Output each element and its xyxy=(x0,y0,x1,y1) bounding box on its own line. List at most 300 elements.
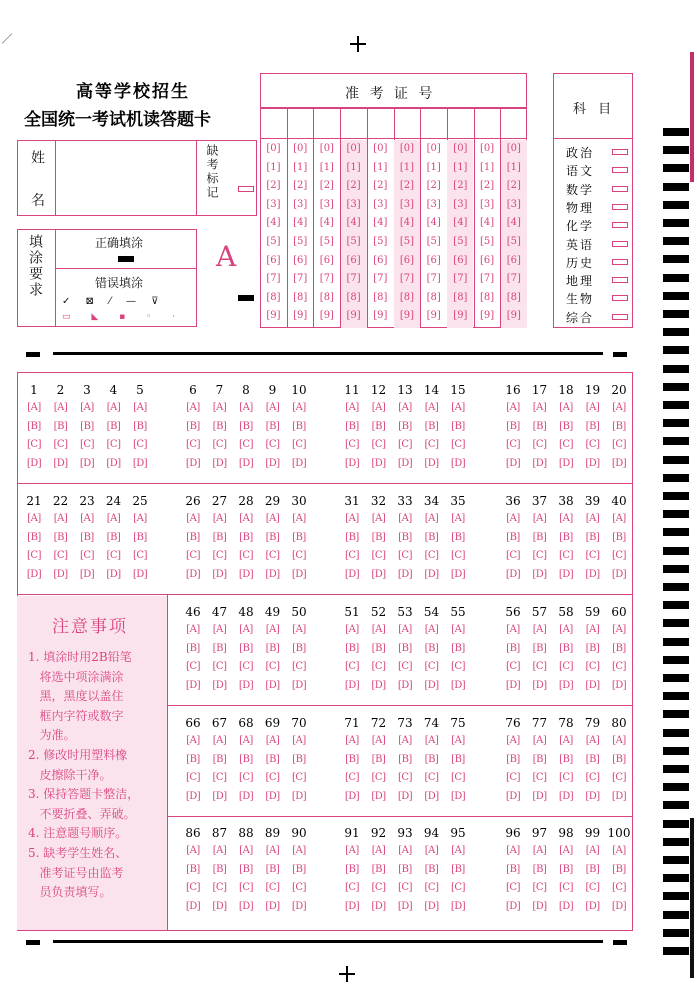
option-B[interactable]: [B] xyxy=(27,420,41,432)
option-D[interactable]: [D] xyxy=(212,900,227,912)
option-A[interactable]: [A] xyxy=(292,624,306,635)
admission-digit-0[interactable]: [0] xyxy=(346,143,361,154)
option-A[interactable]: [A] xyxy=(212,513,227,524)
option-B[interactable]: [B] xyxy=(239,863,253,875)
option-D[interactable]: [D] xyxy=(185,790,201,802)
option-A[interactable]: [A] xyxy=(239,402,253,413)
option-B[interactable]: [B] xyxy=(292,863,306,875)
option-D[interactable]: [D] xyxy=(185,457,201,469)
option-B[interactable]: [B] xyxy=(239,753,253,765)
option-C[interactable]: [C] xyxy=(506,550,520,561)
option-C[interactable]: [C] xyxy=(265,550,280,561)
admission-digit-5[interactable]: [5] xyxy=(319,236,334,247)
admission-digit-7[interactable]: [7] xyxy=(266,273,281,285)
admission-digit-9[interactable]: [9] xyxy=(480,310,495,322)
admission-digit-5[interactable]: [5] xyxy=(506,236,521,247)
option-A[interactable]: [A] xyxy=(239,624,253,635)
option-D[interactable]: [D] xyxy=(212,790,227,802)
admission-digit-6[interactable]: [6] xyxy=(373,254,388,266)
admission-digit-2[interactable]: [2] xyxy=(399,180,415,192)
option-B[interactable]: [B] xyxy=(585,420,600,432)
option-C[interactable]: [C] xyxy=(506,661,520,672)
option-C[interactable]: [C] xyxy=(532,882,547,893)
admission-digit-5[interactable]: [5] xyxy=(426,236,441,247)
admission-digit-8[interactable]: [8] xyxy=(426,291,441,303)
option-B[interactable]: [B] xyxy=(559,531,573,543)
option-C[interactable]: [C] xyxy=(27,550,41,561)
option-D[interactable]: [D] xyxy=(132,568,148,580)
option-C[interactable]: [C] xyxy=(559,772,573,783)
option-C[interactable]: [C] xyxy=(371,661,386,672)
admission-digit-6[interactable]: [6] xyxy=(346,254,361,266)
option-B[interactable]: [B] xyxy=(506,863,520,875)
option-D[interactable]: [D] xyxy=(532,679,547,691)
option-B[interactable]: [B] xyxy=(612,420,626,432)
option-B[interactable]: [B] xyxy=(133,420,147,432)
admission-digit-2[interactable]: [2] xyxy=(373,180,388,192)
option-D[interactable]: [D] xyxy=(238,457,254,469)
option-C[interactable]: [C] xyxy=(133,550,147,561)
option-A[interactable]: [A] xyxy=(532,624,547,635)
option-C[interactable]: [C] xyxy=(585,439,600,450)
option-D[interactable]: [D] xyxy=(397,457,413,469)
option-C[interactable]: [C] xyxy=(424,661,439,672)
admission-digit-7[interactable]: [7] xyxy=(319,273,334,285)
option-A[interactable]: [A] xyxy=(559,735,573,746)
option-D[interactable]: [D] xyxy=(212,679,227,691)
option-C[interactable]: [C] xyxy=(106,439,121,450)
admission-digit-1[interactable]: [1] xyxy=(346,161,361,173)
subject-mark[interactable] xyxy=(612,167,628,173)
option-C[interactable]: [C] xyxy=(451,772,465,783)
admission-digit-7[interactable]: [7] xyxy=(373,273,388,285)
admission-digit-7[interactable]: [7] xyxy=(506,273,521,285)
admission-digit-8[interactable]: [8] xyxy=(480,291,495,303)
admission-digit-3[interactable]: [3] xyxy=(453,198,468,210)
option-A[interactable]: [A] xyxy=(133,402,147,413)
option-D[interactable]: [D] xyxy=(397,679,413,691)
option-A[interactable]: [A] xyxy=(292,735,306,746)
option-D[interactable]: [D] xyxy=(585,679,600,691)
option-D[interactable]: [D] xyxy=(106,457,121,469)
option-C[interactable]: [C] xyxy=(398,439,412,450)
option-C[interactable]: [C] xyxy=(133,439,147,450)
admission-digit-4[interactable]: [4] xyxy=(266,217,281,229)
option-D[interactable]: [D] xyxy=(450,900,466,912)
option-B[interactable]: [B] xyxy=(398,753,412,765)
option-D[interactable]: [D] xyxy=(26,568,42,580)
option-A[interactable]: [A] xyxy=(612,735,626,746)
option-B[interactable]: [B] xyxy=(371,420,386,432)
option-C[interactable]: [C] xyxy=(612,439,626,450)
option-A[interactable]: [A] xyxy=(265,845,280,856)
admission-digit-8[interactable]: [8] xyxy=(293,291,308,303)
option-D[interactable]: [D] xyxy=(532,457,547,469)
option-C[interactable]: [C] xyxy=(585,550,600,561)
option-D[interactable]: [D] xyxy=(558,790,574,802)
option-D[interactable]: [D] xyxy=(238,679,254,691)
option-A[interactable]: [A] xyxy=(451,513,465,524)
option-C[interactable]: [C] xyxy=(212,882,227,893)
option-A[interactable]: [A] xyxy=(532,845,547,856)
admission-digit-8[interactable]: [8] xyxy=(453,291,468,303)
option-C[interactable]: [C] xyxy=(398,882,412,893)
option-A[interactable]: [A] xyxy=(212,624,227,635)
option-A[interactable]: [A] xyxy=(585,624,600,635)
option-D[interactable]: [D] xyxy=(585,790,600,802)
option-C[interactable]: [C] xyxy=(212,550,227,561)
option-B[interactable]: [B] xyxy=(239,420,253,432)
option-C[interactable]: [C] xyxy=(212,439,227,450)
option-C[interactable]: [C] xyxy=(371,882,386,893)
admission-digit-9[interactable]: [9] xyxy=(346,310,361,322)
option-C[interactable]: [C] xyxy=(451,550,465,561)
option-D[interactable]: [D] xyxy=(291,568,307,580)
option-C[interactable]: [C] xyxy=(265,882,280,893)
option-C[interactable]: [C] xyxy=(451,882,465,893)
option-C[interactable]: [C] xyxy=(559,439,573,450)
option-B[interactable]: [B] xyxy=(27,531,41,543)
option-C[interactable]: [C] xyxy=(612,882,626,893)
admission-digit-4[interactable]: [4] xyxy=(506,217,521,229)
option-C[interactable]: [C] xyxy=(371,439,386,450)
admission-digit-1[interactable]: [1] xyxy=(426,161,441,173)
subject-mark[interactable] xyxy=(612,277,628,283)
subject-mark[interactable] xyxy=(612,259,628,265)
option-D[interactable]: [D] xyxy=(397,568,413,580)
option-C[interactable]: [C] xyxy=(424,772,439,783)
option-B[interactable]: [B] xyxy=(345,642,359,654)
option-D[interactable]: [D] xyxy=(291,679,307,691)
option-D[interactable]: [D] xyxy=(344,900,360,912)
option-D[interactable]: [D] xyxy=(371,568,386,580)
option-B[interactable]: [B] xyxy=(212,420,227,432)
option-B[interactable]: [B] xyxy=(186,753,200,765)
option-B[interactable]: [B] xyxy=(292,753,306,765)
option-C[interactable]: [C] xyxy=(532,550,547,561)
option-B[interactable]: [B] xyxy=(265,531,280,543)
admission-digit-1[interactable]: [1] xyxy=(480,161,495,173)
option-C[interactable]: [C] xyxy=(212,772,227,783)
admission-digit-7[interactable]: [7] xyxy=(453,273,468,285)
admission-digit-6[interactable]: [6] xyxy=(293,254,308,266)
option-A[interactable]: [A] xyxy=(106,402,121,413)
option-C[interactable]: [C] xyxy=(532,439,547,450)
option-C[interactable]: [C] xyxy=(239,439,253,450)
subject-mark[interactable] xyxy=(612,149,628,155)
option-C[interactable]: [C] xyxy=(292,661,306,672)
admission-digit-4[interactable]: [4] xyxy=(426,217,441,229)
option-A[interactable]: [A] xyxy=(532,402,547,413)
option-D[interactable]: [D] xyxy=(291,900,307,912)
admission-digit-3[interactable]: [3] xyxy=(399,198,415,210)
option-D[interactable]: [D] xyxy=(185,568,201,580)
admission-digit-0[interactable]: [0] xyxy=(480,143,495,154)
option-A[interactable]: [A] xyxy=(585,513,600,524)
option-C[interactable]: [C] xyxy=(212,661,227,672)
option-C[interactable]: [C] xyxy=(345,439,359,450)
option-C[interactable]: [C] xyxy=(345,882,359,893)
option-A[interactable]: [A] xyxy=(212,735,227,746)
admission-digit-3[interactable]: [3] xyxy=(293,198,308,210)
option-B[interactable]: [B] xyxy=(186,642,200,654)
option-A[interactable]: [A] xyxy=(532,735,547,746)
option-D[interactable]: [D] xyxy=(344,790,360,802)
option-B[interactable]: [B] xyxy=(424,531,439,543)
admission-digit-3[interactable]: [3] xyxy=(506,198,521,210)
admission-digit-5[interactable]: [5] xyxy=(266,236,281,247)
option-C[interactable]: [C] xyxy=(585,772,600,783)
option-D[interactable]: [D] xyxy=(344,679,360,691)
admission-digit-0[interactable]: [0] xyxy=(399,143,415,154)
option-B[interactable]: [B] xyxy=(371,753,386,765)
option-A[interactable]: [A] xyxy=(106,513,121,524)
option-A[interactable]: [A] xyxy=(585,845,600,856)
option-B[interactable]: [B] xyxy=(345,753,359,765)
admission-digit-5[interactable]: [5] xyxy=(480,236,495,247)
option-A[interactable]: [A] xyxy=(398,513,412,524)
option-D[interactable]: [D] xyxy=(532,568,547,580)
option-A[interactable]: [A] xyxy=(186,845,200,856)
option-A[interactable]: [A] xyxy=(424,402,439,413)
option-B[interactable]: [B] xyxy=(345,420,359,432)
option-D[interactable]: [D] xyxy=(611,790,627,802)
option-B[interactable]: [B] xyxy=(424,863,439,875)
option-A[interactable]: [A] xyxy=(612,624,626,635)
option-D[interactable]: [D] xyxy=(505,457,521,469)
option-A[interactable]: [A] xyxy=(265,513,280,524)
option-B[interactable]: [B] xyxy=(212,642,227,654)
admission-digit-2[interactable]: [2] xyxy=(266,180,281,192)
option-D[interactable]: [D] xyxy=(505,790,521,802)
option-C[interactable]: [C] xyxy=(186,882,200,893)
option-B[interactable]: [B] xyxy=(239,642,253,654)
option-D[interactable]: [D] xyxy=(185,679,201,691)
option-D[interactable]: [D] xyxy=(265,679,280,691)
option-B[interactable]: [B] xyxy=(612,863,626,875)
option-D[interactable]: [D] xyxy=(371,679,386,691)
option-A[interactable]: [A] xyxy=(239,845,253,856)
option-C[interactable]: [C] xyxy=(451,661,465,672)
option-C[interactable]: [C] xyxy=(559,661,573,672)
option-A[interactable]: [A] xyxy=(506,624,520,635)
admission-digit-9[interactable]: [9] xyxy=(373,310,388,322)
option-D[interactable]: [D] xyxy=(238,568,254,580)
option-B[interactable]: [B] xyxy=(506,531,520,543)
option-C[interactable]: [C] xyxy=(239,882,253,893)
admission-digit-9[interactable]: [9] xyxy=(293,310,308,322)
option-B[interactable]: [B] xyxy=(265,753,280,765)
option-C[interactable]: [C] xyxy=(186,661,200,672)
option-A[interactable]: [A] xyxy=(27,402,41,413)
option-D[interactable]: [D] xyxy=(450,790,466,802)
option-D[interactable]: [D] xyxy=(424,568,439,580)
option-B[interactable]: [B] xyxy=(585,531,600,543)
option-D[interactable]: [D] xyxy=(26,457,42,469)
option-A[interactable]: [A] xyxy=(371,845,386,856)
option-C[interactable]: [C] xyxy=(612,550,626,561)
option-C[interactable]: [C] xyxy=(239,772,253,783)
option-C[interactable]: [C] xyxy=(506,772,520,783)
admission-digit-4[interactable]: [4] xyxy=(319,217,334,229)
option-C[interactable]: [C] xyxy=(265,661,280,672)
option-A[interactable]: [A] xyxy=(239,513,253,524)
option-A[interactable]: [A] xyxy=(424,624,439,635)
option-B[interactable]: [B] xyxy=(424,420,439,432)
option-B[interactable]: [B] xyxy=(559,753,573,765)
admission-digit-4[interactable]: [4] xyxy=(293,217,308,229)
option-A[interactable]: [A] xyxy=(345,624,359,635)
option-C[interactable]: [C] xyxy=(345,661,359,672)
option-C[interactable]: [C] xyxy=(80,550,94,561)
option-D[interactable]: [D] xyxy=(212,568,227,580)
option-D[interactable]: [D] xyxy=(585,900,600,912)
admission-digit-2[interactable]: [2] xyxy=(346,180,361,192)
option-C[interactable]: [C] xyxy=(424,550,439,561)
admission-digit-2[interactable]: [2] xyxy=(480,180,495,192)
admission-digit-6[interactable]: [6] xyxy=(426,254,441,266)
option-C[interactable]: [C] xyxy=(451,439,465,450)
subject-mark[interactable] xyxy=(612,295,628,301)
option-B[interactable]: [B] xyxy=(532,642,547,654)
option-B[interactable]: [B] xyxy=(398,420,412,432)
option-C[interactable]: [C] xyxy=(532,772,547,783)
option-D[interactable]: [D] xyxy=(532,790,547,802)
option-B[interactable]: [B] xyxy=(212,863,227,875)
option-A[interactable]: [A] xyxy=(53,513,68,524)
option-C[interactable]: [C] xyxy=(265,772,280,783)
option-A[interactable]: [A] xyxy=(371,513,386,524)
option-B[interactable]: [B] xyxy=(212,531,227,543)
admission-digit-8[interactable]: [8] xyxy=(373,291,388,303)
option-C[interactable]: [C] xyxy=(506,439,520,450)
name-field[interactable] xyxy=(57,142,194,214)
option-A[interactable]: [A] xyxy=(506,402,520,413)
admission-digit-9[interactable]: [9] xyxy=(319,310,334,322)
option-B[interactable]: [B] xyxy=(345,863,359,875)
option-B[interactable]: [B] xyxy=(371,531,386,543)
option-B[interactable]: [B] xyxy=(559,863,573,875)
option-B[interactable]: [B] xyxy=(585,863,600,875)
option-B[interactable]: [B] xyxy=(532,753,547,765)
subject-mark[interactable] xyxy=(612,186,628,192)
option-D[interactable]: [D] xyxy=(371,900,386,912)
option-D[interactable]: [D] xyxy=(53,457,68,469)
option-C[interactable]: [C] xyxy=(265,439,280,450)
option-C[interactable]: [C] xyxy=(424,439,439,450)
option-B[interactable]: [B] xyxy=(239,531,253,543)
admission-digit-2[interactable]: [2] xyxy=(293,180,308,192)
option-D[interactable]: [D] xyxy=(265,900,280,912)
option-D[interactable]: [D] xyxy=(397,790,413,802)
subject-mark[interactable] xyxy=(612,204,628,210)
option-B[interactable]: [B] xyxy=(559,420,573,432)
option-A[interactable]: [A] xyxy=(27,513,41,524)
admission-digit-4[interactable]: [4] xyxy=(346,217,361,229)
option-C[interactable]: [C] xyxy=(186,550,200,561)
option-B[interactable]: [B] xyxy=(559,642,573,654)
option-A[interactable]: [A] xyxy=(398,735,412,746)
option-D[interactable]: [D] xyxy=(371,790,386,802)
option-D[interactable]: [D] xyxy=(291,790,307,802)
admission-digit-7[interactable]: [7] xyxy=(426,273,441,285)
option-C[interactable]: [C] xyxy=(532,661,547,672)
admission-digit-4[interactable]: [4] xyxy=(399,217,415,229)
option-A[interactable]: [A] xyxy=(506,513,520,524)
option-C[interactable]: [C] xyxy=(559,550,573,561)
option-C[interactable]: [C] xyxy=(371,772,386,783)
admission-digit-9[interactable]: [9] xyxy=(266,310,281,322)
option-A[interactable]: [A] xyxy=(186,735,200,746)
option-A[interactable]: [A] xyxy=(424,513,439,524)
option-B[interactable]: [B] xyxy=(53,531,68,543)
option-D[interactable]: [D] xyxy=(450,457,466,469)
option-A[interactable]: [A] xyxy=(424,845,439,856)
option-B[interactable]: [B] xyxy=(106,531,121,543)
option-A[interactable]: [A] xyxy=(345,735,359,746)
option-D[interactable]: [D] xyxy=(505,679,521,691)
option-A[interactable]: [A] xyxy=(451,845,465,856)
admission-digit-5[interactable]: [5] xyxy=(399,236,415,247)
admission-digit-0[interactable]: [0] xyxy=(453,143,468,154)
admission-digit-0[interactable]: [0] xyxy=(293,143,308,154)
option-D[interactable]: [D] xyxy=(505,568,521,580)
admission-digit-7[interactable]: [7] xyxy=(480,273,495,285)
option-D[interactable]: [D] xyxy=(106,568,121,580)
subject-mark[interactable] xyxy=(612,314,628,320)
admission-digit-6[interactable]: [6] xyxy=(399,254,415,266)
admission-digit-8[interactable]: [8] xyxy=(346,291,361,303)
admission-digit-5[interactable]: [5] xyxy=(293,236,308,247)
option-B[interactable]: [B] xyxy=(506,753,520,765)
option-C[interactable]: [C] xyxy=(398,661,412,672)
option-C[interactable]: [C] xyxy=(186,772,200,783)
option-A[interactable]: [A] xyxy=(345,402,359,413)
option-A[interactable]: [A] xyxy=(398,624,412,635)
option-C[interactable]: [C] xyxy=(371,550,386,561)
option-D[interactable]: [D] xyxy=(558,679,574,691)
option-B[interactable]: [B] xyxy=(532,531,547,543)
option-A[interactable]: [A] xyxy=(212,402,227,413)
option-D[interactable]: [D] xyxy=(132,457,148,469)
option-D[interactable]: [D] xyxy=(212,457,227,469)
admission-digit-9[interactable]: [9] xyxy=(399,310,415,322)
option-D[interactable]: [D] xyxy=(238,900,254,912)
admission-digit-1[interactable]: [1] xyxy=(399,161,415,173)
option-D[interactable]: [D] xyxy=(265,457,280,469)
admission-digit-6[interactable]: [6] xyxy=(480,254,495,266)
option-C[interactable]: [C] xyxy=(345,550,359,561)
option-A[interactable]: [A] xyxy=(612,845,626,856)
option-D[interactable]: [D] xyxy=(611,457,627,469)
option-D[interactable]: [D] xyxy=(79,457,95,469)
option-A[interactable]: [A] xyxy=(265,402,280,413)
option-A[interactable]: [A] xyxy=(80,402,94,413)
option-B[interactable]: [B] xyxy=(585,753,600,765)
option-A[interactable]: [A] xyxy=(265,624,280,635)
option-A[interactable]: [A] xyxy=(371,624,386,635)
option-A[interactable]: [A] xyxy=(53,402,68,413)
admission-digit-3[interactable]: [3] xyxy=(426,198,441,210)
admission-digit-9[interactable]: [9] xyxy=(506,310,521,322)
option-B[interactable]: [B] xyxy=(212,753,227,765)
option-D[interactable]: [D] xyxy=(558,457,574,469)
option-B[interactable]: [B] xyxy=(451,863,465,875)
option-A[interactable]: [A] xyxy=(292,402,306,413)
option-B[interactable]: [B] xyxy=(186,531,200,543)
option-B[interactable]: [B] xyxy=(532,420,547,432)
option-B[interactable]: [B] xyxy=(424,753,439,765)
